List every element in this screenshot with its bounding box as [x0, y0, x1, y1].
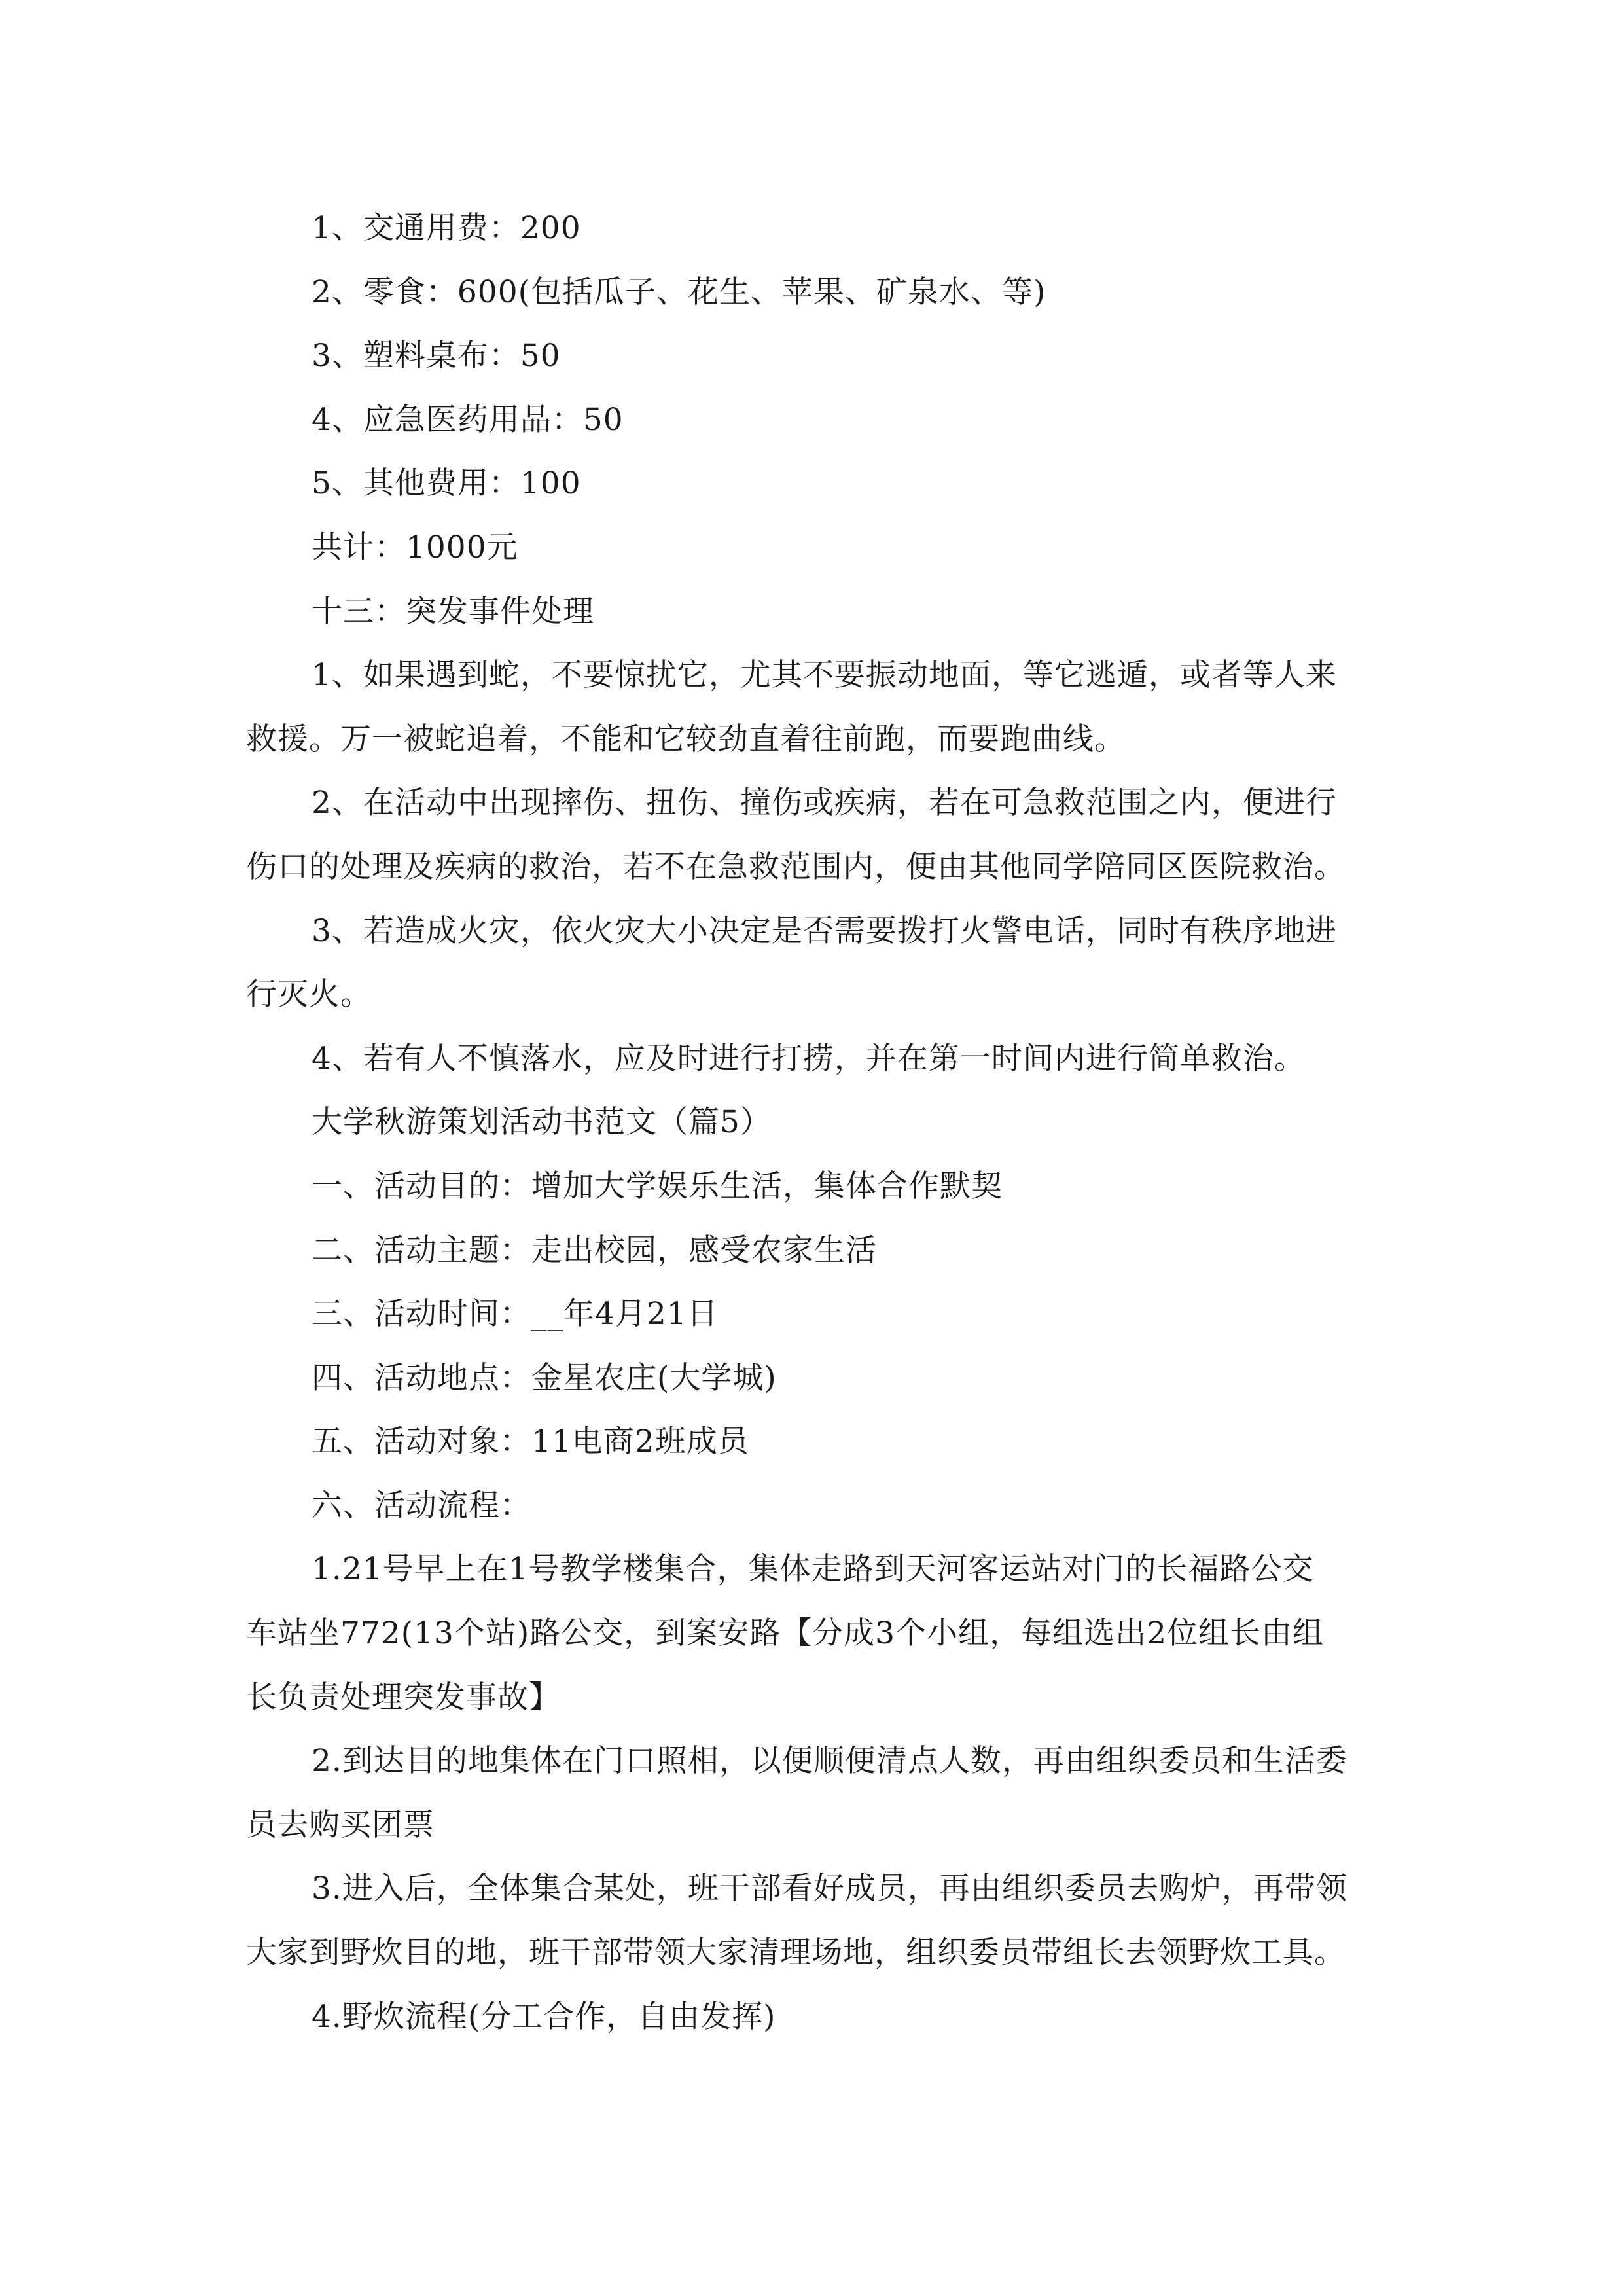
- paragraph-continuation: 伤口的处理及疾病的救治，若不在急救范围内，便由其他同学陪同区医院救治。: [246, 848, 1346, 885]
- paragraph-first-line: 3.进入后，全体集合某处，班干部看好成员，再由组织委员去购炉，再带领: [312, 1871, 1347, 1907]
- process-step-3: [246, 1857, 1398, 1984]
- budget-total: 共计：1000元: [312, 529, 518, 565]
- activity-theme: 二、活动主题：走出校园，感受农家生活: [312, 1232, 877, 1268]
- paragraph-continuation: 行灭火。: [246, 977, 372, 1013]
- paragraph-continuation: 长负责处理突发事故】: [246, 1679, 560, 1715]
- section-heading-emergency: 十三：突发事件处理: [312, 593, 594, 630]
- emergency-item-injury: [246, 771, 1398, 899]
- budget-item-medical: 4、应急医药用品：50: [312, 401, 624, 438]
- paragraph-continuation: 大家到野炊目的地，班干部带领大家清理场地，组织委员带组长去领野炊工具。: [246, 1935, 1346, 1971]
- budget-item-snacks: 2、零食：600(包括瓜子、花生、苹果、矿泉水、等): [312, 274, 1046, 310]
- paragraph-continuation: 车站坐772(13个站)路公交，到案安路【分成3个小组，每组选出2位组长由组: [246, 1615, 1324, 1652]
- emergency-item-drowning: 4、若有人不慎落水，应及时进行打捞，并在第一时间内进行简单救治。: [312, 1040, 1306, 1077]
- paragraph-first-line: 1.21号早上在1号教学楼集合，集体走路到天河客运站对门的长福路公交: [312, 1551, 1314, 1588]
- budget-item-other: 5、其他费用：100: [312, 465, 581, 502]
- activity-purpose: 一、活动目的：增加大学娱乐生活，集体合作默契: [312, 1168, 1003, 1204]
- budget-item-transport: 1、交通用费：200: [312, 210, 581, 246]
- paragraph-first-line: 2.到达目的地集体在门口照相，以便顺便清点人数，再由组织委员和生活委: [312, 1743, 1347, 1780]
- process-step-4: 4.野炊流程(分工合作，自由发挥): [312, 1998, 776, 2035]
- paragraph-first-line: 1、如果遇到蛇，不要惊扰它，尤其不要振动地面，等它逃遁，或者等人来: [312, 657, 1337, 694]
- emergency-item-fire: [246, 899, 1398, 1027]
- article-title: 大学秋游策划活动书范文（篇5）: [312, 1104, 772, 1141]
- budget-item-tablecloth: 3、塑料桌布：50: [312, 338, 561, 374]
- paragraph-first-line: 2、在活动中出现摔伤、扭伤、撞伤或疾病，若在可急救范围之内，便进行: [312, 785, 1337, 821]
- document-body: [246, 196, 1398, 2049]
- process-step-1: [246, 1537, 1398, 1729]
- activity-participants: 五、活动对象：11电商2班成员: [312, 1424, 749, 1460]
- activity-time: 三、活动时间：__年4月21日: [312, 1296, 719, 1333]
- paragraph-first-line: 3、若造成火灾，依火灾大小决定是否需要拨打火警电话，同时有秩序地进: [312, 912, 1337, 949]
- paragraph-continuation: 员去购买团票: [246, 1806, 435, 1843]
- activity-location: 四、活动地点：金星农庄(大学城): [312, 1359, 777, 1396]
- paragraph-continuation: 救援。万一被蛇追着，不能和它较劲直着往前跑，而要跑曲线。: [246, 721, 1126, 757]
- process-step-2: [246, 1729, 1398, 1857]
- emergency-item-snake: [246, 643, 1398, 771]
- activity-process-heading: 六、活动流程：: [312, 1487, 531, 1524]
